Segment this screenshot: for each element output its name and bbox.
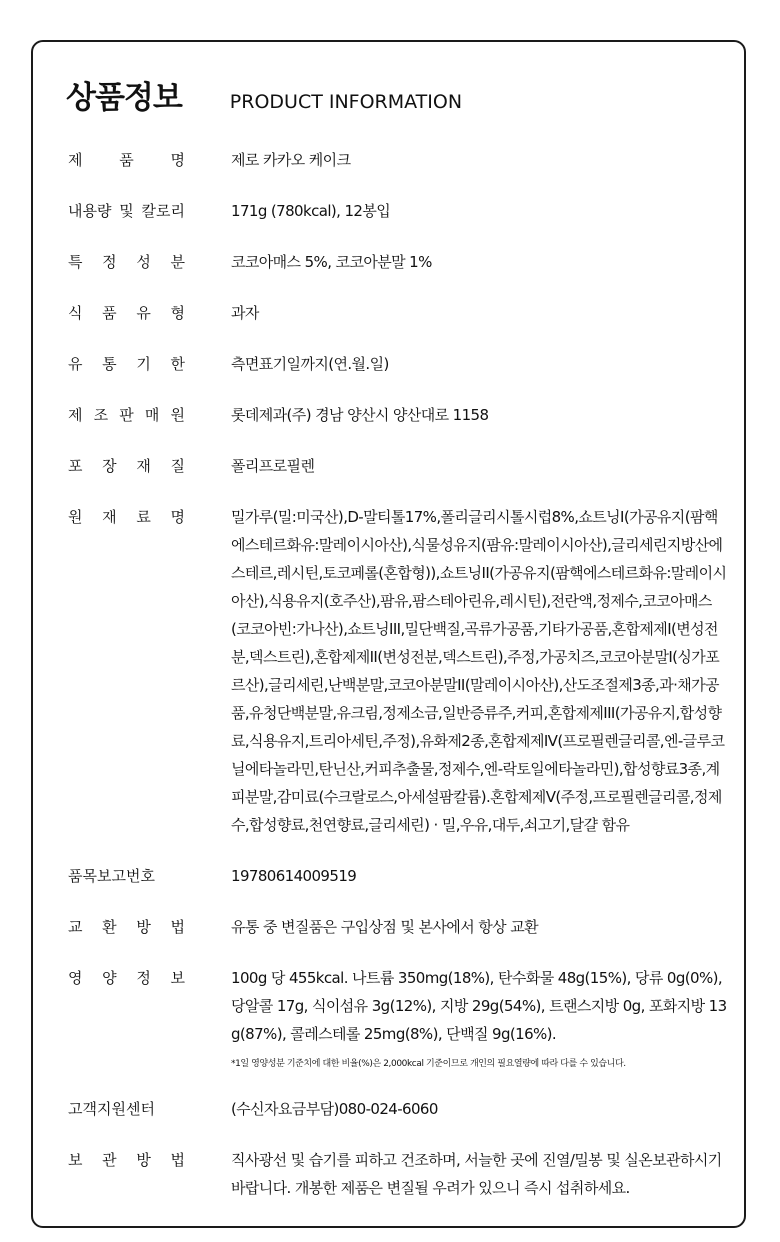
row-storage — [68, 1146, 728, 1202]
row-label: 내용량 및 칼로리 — [68, 202, 185, 220]
row-label: 식 품 유 형 — [68, 304, 185, 322]
row-product-name — [68, 146, 728, 174]
row-value: 롯데제과(주) 경남 양산시 양산대로 1158 — [231, 406, 489, 424]
row-label: 유 통 기 한 — [68, 355, 185, 373]
row-value: 밀가루(밀:미국산),D-말티톨17%,폴리글리시톨시럽8%,쇼트닝I(가공유지(팜핵에스테르화유:말레이시아산),식물성유지(팜유:말레이시아산),글리세린지방산에스테르,레시틴,토코페롤(혼합형)),쇼트닝II(가공유지(팜핵에스테르화유:말레이시아산),식용유지(호주산),팜유,팜스테아린유,레시틴),전란액,정제수,코코아매스(코코아빈:가나산),쇼트닝III,밀단백질,곡류가공품,기타가공품,혼합제제I(변성전분,덱스트린),혼합제제II(변성전분,덱스트린),주정,가공치즈,코코아분말I(싱가포르산),글리세린,난백분말,코코아분말II(말레이시아산),산도조절제3종,과·채가공품,유청단백분말,유크림,정제소금,일반증류주,커피,혼합제제III(가공유지,합성향료,식용유지,트리아세틴,주정),유화제2종,혼합제제IV(프로필렌글리콜,엔-글루코닐에타놀라민,탄닌산,커피추출물,정제수,엔-락토일에타놀라민),합성향료3종,계피분말,감미료(수크랄로스,아세설팜칼륨).혼합제제V(주정,프로필렌글리콜,정제수,합성향료,천연향료,글리세린) · 밀,우유,대두,쇠고기,달걀 함유 — [231, 508, 727, 834]
header-title-en: PRODUCT INFORMATION — [229, 91, 463, 113]
row-value: 측면표기일까지(연.월.일) — [231, 355, 389, 373]
row-label: 영 양 정 보 — [68, 969, 185, 987]
row-customer-center — [68, 1095, 728, 1123]
row-value: 19780614009519 — [231, 867, 357, 885]
nutrition-note: *1일 영양성분 기준치에 대한 비율(%)은 2,000kcal 기준이므로 개인의 필요열량에 따라 다를 수 있습니다. — [231, 1059, 626, 1069]
row-value: 폴리프로필렌 — [231, 457, 315, 475]
row-value: (수신자요금부담)080-024-6060 — [231, 1100, 438, 1118]
row-label: 보 관 방 법 — [68, 1151, 185, 1169]
row-value: 제로 카카오 케이크 — [231, 151, 351, 169]
row-value: 코코아매스 5%, 코코아분말 1% — [231, 253, 432, 271]
row-value: 유통 중 변질품은 구입상점 및 본사에서 항상 교환 — [231, 918, 538, 936]
row-ingredients — [68, 503, 728, 839]
header — [66, 72, 462, 117]
row-label: 특 정 성 분 — [68, 253, 185, 271]
row-packaging — [68, 452, 728, 480]
info-table — [68, 146, 728, 1225]
row-manufacturer — [68, 401, 728, 429]
row-value: 100g 당 455kcal. 나트륨 350mg(18%), 탄수화물 48g(15%), 당류 0g(0%), 당알콜 17g, 식이섬유 3g(12%), 지방 29g(54%), 트랜스지방 0g, 포화지방 13g(87%), 콜레스테롤 25mg(8%), 단백질 9g(16%). — [231, 969, 727, 1043]
row-nutrition — [68, 964, 728, 1072]
row-expiry — [68, 350, 728, 378]
row-label: 원 재 료 명 — [68, 508, 185, 526]
row-value: 과자 — [231, 304, 259, 322]
row-specific-ingredients — [68, 248, 728, 276]
row-label: 품목보고번호 — [68, 867, 155, 885]
row-report-number — [68, 862, 728, 890]
row-value: 직사광선 및 습기를 피하고 건조하며, 서늘한 곳에 진열/밀봉 및 실온보관하시기 바랍니다. 개봉한 제품은 변질될 우려가 있으니 즉시 섭취하세요. — [231, 1151, 722, 1197]
row-food-type — [68, 299, 728, 327]
row-label: 교 환 방 법 — [68, 918, 185, 936]
row-capacity — [68, 197, 728, 225]
row-label: 제 품 명 — [68, 151, 185, 169]
row-value-wrap — [231, 964, 728, 1072]
header-title-ko: 상품정보 — [66, 80, 182, 116]
row-exchange — [68, 913, 728, 941]
row-label: 고객지원센터 — [68, 1100, 155, 1118]
row-label: 제 조 판 매 원 — [68, 406, 185, 424]
row-value: 171g (780kcal), 12봉입 — [231, 202, 391, 220]
row-label: 포 장 재 질 — [68, 457, 185, 475]
